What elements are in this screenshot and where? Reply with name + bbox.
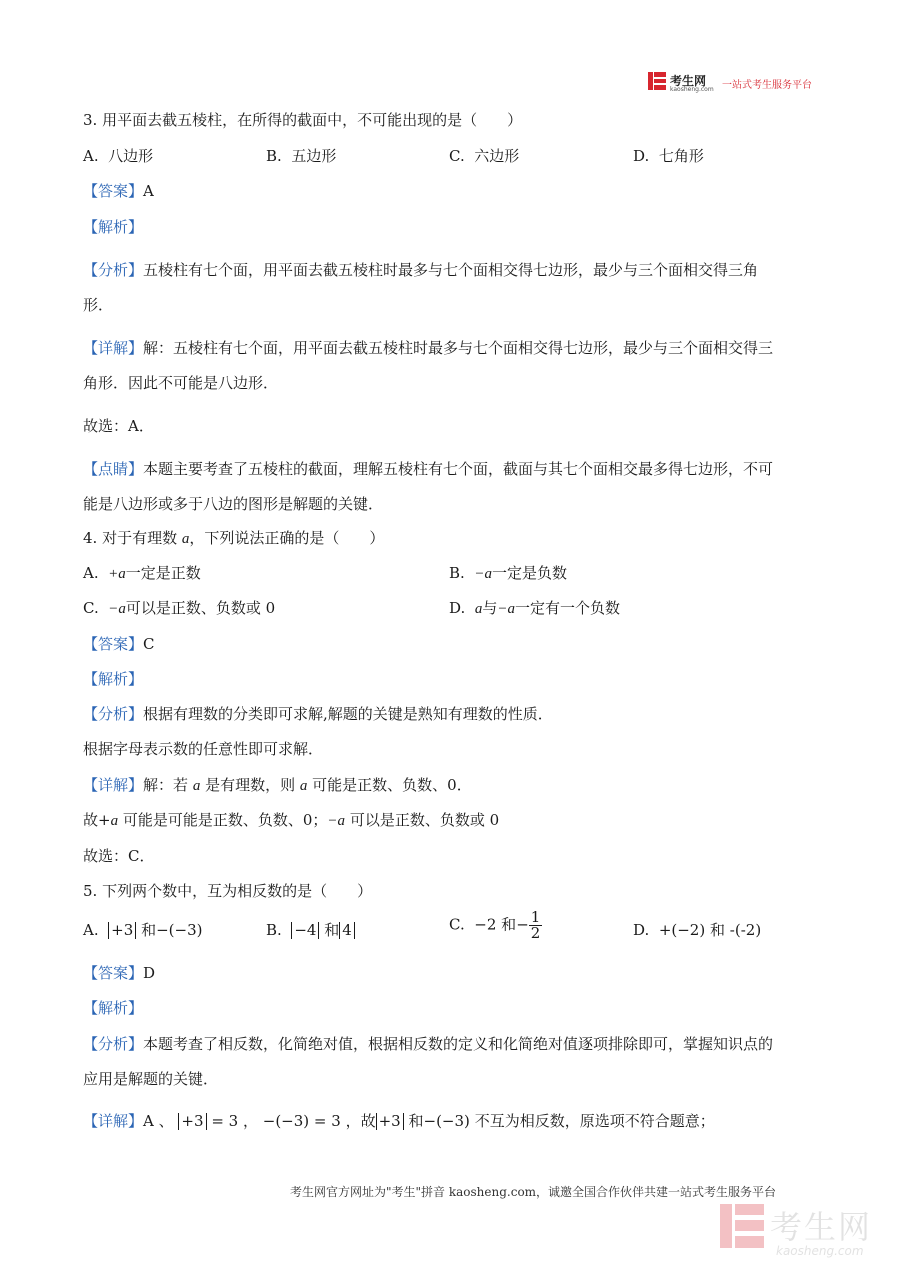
xiangjie-text: 解：五棱柱有七个面，用平面去截五棱柱时最多与七个面相交得七边形，最少与三个面相交得三 [143,339,774,357]
xiangjie-tag: 【详解】 [83,776,144,794]
math-expression: −a [108,601,126,617]
q4-jiexi-tag: 【解析】 [83,670,144,688]
xiangjie-text: 不互为相反数，原选项不符合题意； [474,1112,715,1130]
q4-xiangjie-line2 [83,809,499,830]
q3-stem: 3. 用平面去截五棱柱，在所得的截面中，不可能出现的是（ ） [83,111,523,129]
q3-option-d [633,145,704,166]
q3-option-c [449,145,519,166]
watermark-url: kaosheng.com [776,1244,864,1258]
xiangjie-text: 可能是正数、负数、0． [312,776,472,794]
q3-xiangjie-line2: 角形．因此不可能是八边形． [83,374,279,392]
xiangjie-tag: 【详解】 [83,1112,144,1130]
math-expression: +(−2) [658,921,706,939]
option-label: C. [449,147,465,165]
q3-option-a [83,145,153,166]
absolute-value: +3 [178,1113,206,1130]
option-label: A. [83,921,99,939]
footer-text: 考生网官方网址为"考生"拼音 kaosheng.com，诚邀全国合作伙伴共建一站式考生服务平台 [290,1185,777,1199]
xiangjie-text: 可能是可能是正数、负数、0； [122,811,328,829]
math-variable: a [474,601,483,617]
watermark-logo-icon [720,1204,764,1248]
option-text: 一定有一个负数 [514,599,620,617]
xiangjie-text: ，故 [345,1112,376,1130]
xiangjie-text: 故+ [83,811,111,829]
math-expression: +a [108,566,126,582]
xiangjie-text: 解：若 [143,776,189,794]
dianjing-text: 本题主要考查了五棱柱的截面，理解五棱柱有七个面，截面与其七个面相交最多得七边形，不可 [143,460,774,478]
xiangjie-text: A 、 [143,1112,174,1130]
absolute-value: +3 [108,922,136,939]
option-text: 与 [482,599,498,617]
fraction-numerator: 1 [530,908,541,926]
absolute-value: 4 [339,922,355,939]
fenxi-tag: 【分析】 [83,261,144,279]
fraction-denominator: 2 [530,924,541,942]
option-text: 和 [324,921,340,939]
q4-option-c [83,597,275,618]
option-text: 和 [501,915,517,934]
brand-url: kaosheng.com [670,86,714,93]
option-text: 五边形 [291,147,337,165]
q3-guxuan: 故选：A． [83,417,154,435]
q3-jiexi-tag: 【解析】 [83,218,144,236]
math-variable: a [110,813,119,829]
q3-xiangjie-line1 [83,337,773,358]
dianjing-tag: 【点睛】 [83,460,144,478]
answer-value: A [143,182,154,200]
math-sign: − [516,915,529,934]
q5-stem: 5. 下列两个数中，互为相反数的是（ ） [83,882,373,900]
fenxi-text: 本题考查了相反数，化简绝对值，根据相反数的定义和化简绝对值逐项排除即可，掌握知识点的 [143,1035,774,1053]
math-variable: a [192,778,201,794]
math-variable: a [181,531,190,547]
option-text: 八边形 [108,147,154,165]
option-text: 六边形 [474,147,520,165]
option-label: D. [449,599,466,617]
math-expression: −(−3) = 3 [262,1112,341,1130]
option-text: 和 [709,921,725,939]
option-label: A. [83,564,99,582]
option-label: C. [83,599,99,617]
math-expression: -(-2) [729,921,762,939]
option-label: A. [83,147,99,165]
fraction [529,910,543,941]
watermark [716,1200,896,1262]
brand-name: 考生网 [670,74,707,88]
q4-guxuan: 故选：C． [83,847,155,865]
option-text: 七角形 [658,147,704,165]
xiangjie-text: 可以是正数、负数或 0 [349,811,500,829]
q4-fenxi-line1 [83,703,553,724]
q4-stem [83,527,384,548]
q4-option-d [449,597,620,618]
q3-answer [83,180,154,201]
q4-fenxi-line2: 根据字母表示数的任意性即可求解． [83,740,324,758]
option-text: 一定是负数 [491,564,567,582]
q3-fenxi-line2: 形． [83,296,114,314]
option-label: C. [449,915,465,934]
math-variable: a [299,778,308,794]
answer-value: C [143,635,155,653]
option-label: B. [266,147,282,165]
brand-slogan: 一站式考生服务平台 [722,80,812,91]
q5-option-a [83,919,202,940]
option-text: 和 [141,921,157,939]
stem-text: 4. 对于有理数 [83,529,178,547]
q5-fenxi-line1 [83,1033,773,1054]
q5-option-d [633,919,761,940]
q3-option-b [266,145,336,166]
q3-dianjing-line2: 能是八边形或多于八边的图形是解题的关键． [83,495,384,513]
option-text: 一定是正数 [125,564,201,582]
math-expression: −(−3) [423,1112,470,1130]
q5-option-b [266,919,355,940]
option-label: B. [449,564,465,582]
q5-jiexi-tag: 【解析】 [83,999,144,1017]
q4-option-a [83,562,201,583]
answer-tag: 【答案】 [83,635,144,653]
answer-value: D [143,964,156,982]
absolute-value: +3 [376,1113,404,1130]
q5-answer [83,962,155,983]
q3-dianjing-line1 [83,458,773,479]
option-text: 可以是正数、负数或 0 [125,599,276,617]
fenxi-text: 根据有理数的分类即可求解,解题的关键是熟知有理数的性质． [143,705,553,723]
xiangjie-text: 和 [408,1112,424,1130]
kaosheng-logo-icon [648,72,666,90]
xiangjie-tag: 【详解】 [83,339,144,357]
stem-text: ，下列说法正确的是（ ） [189,529,385,547]
q4-answer [83,633,155,654]
q4-option-b [449,562,567,583]
math-number: −2 [474,915,497,934]
option-label: B. [266,921,282,939]
math-expression: −a [474,566,492,582]
header-logo [648,72,818,94]
xiangjie-text: 是有理数，则 [205,776,296,794]
option-label: D. [633,147,650,165]
math-expression: −a [327,813,346,829]
q5-xiangjie-line1 [83,1110,715,1131]
q4-xiangjie-line1 [83,774,472,795]
q3-fenxi-line1 [83,259,758,280]
math-expression: −(−3) [156,921,203,939]
answer-tag: 【答案】 [83,964,144,982]
fenxi-tag: 【分析】 [83,1035,144,1053]
fenxi-tag: 【分析】 [83,705,144,723]
q5-option-c [449,910,542,941]
q5-fenxi-line2: 应用是解题的关键． [83,1070,219,1088]
absolute-value: −4 [291,922,319,939]
math-expression: = 3 ， [211,1112,258,1130]
watermark-name: 考生网 [770,1208,873,1246]
math-expression: −a [497,601,515,617]
option-label: D. [633,921,650,939]
answer-tag: 【答案】 [83,182,144,200]
fenxi-text: 五棱柱有七个面，用平面去截五棱柱时最多与七个面相交得七边形，最少与三个面相交得三角 [143,261,759,279]
